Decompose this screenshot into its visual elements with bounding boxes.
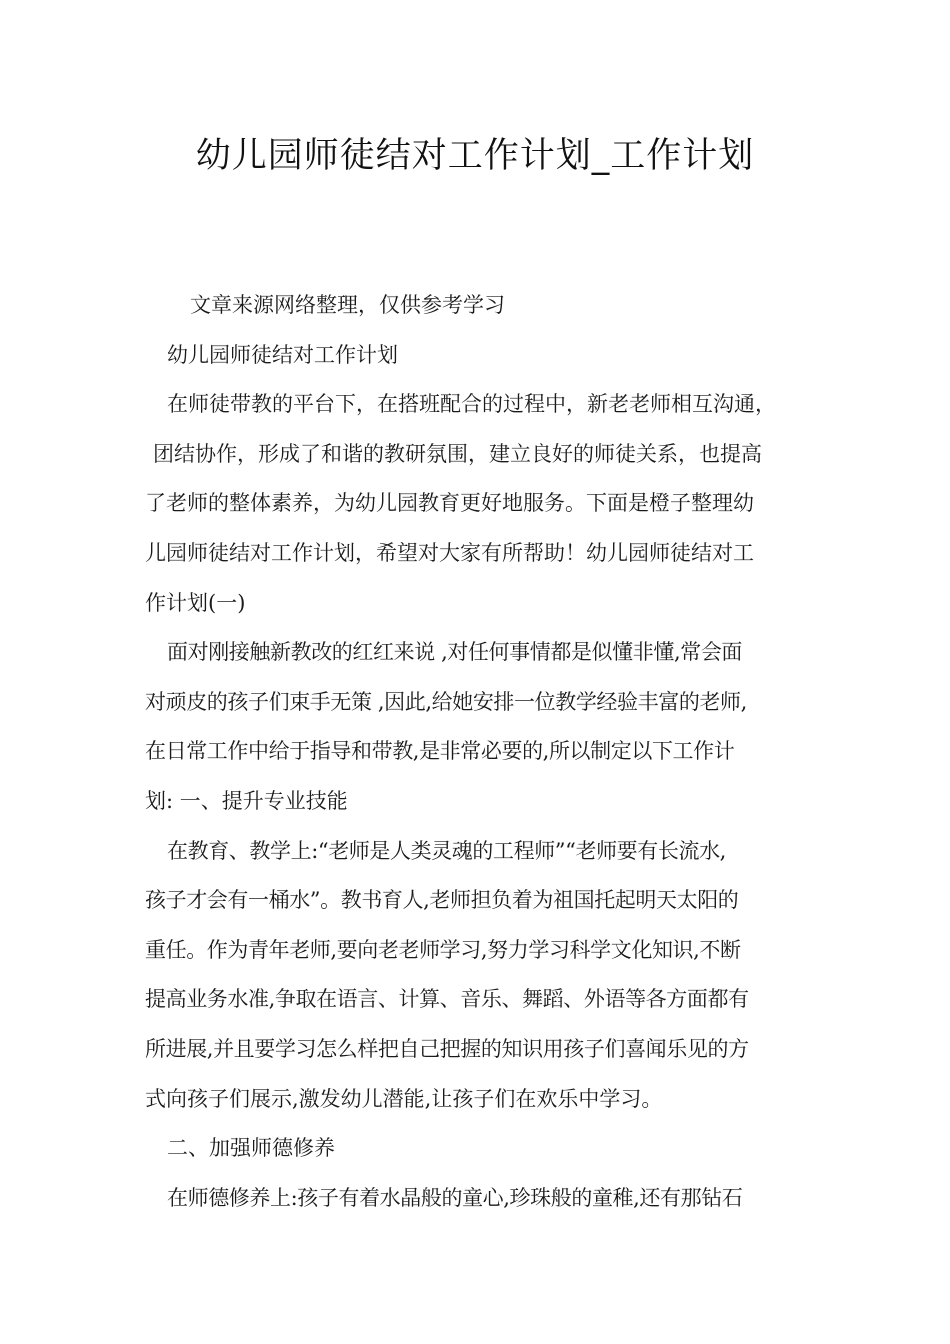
paragraph-line: 作计划(一) <box>145 590 246 615</box>
source-note: 文章来源网络整理，仅供参考学习 <box>190 293 505 317</box>
paragraph-line: 划: 一、提升专业技能 <box>145 788 348 813</box>
paragraph-line: 面对刚接触新教改的红红来说 ,对任何事情都是似懂非懂,常会面 <box>167 640 743 665</box>
paragraph-line: 提高业务水准,争取在语言、计算、音乐、舞蹈、外语等各方面都有 <box>145 987 749 1012</box>
document-title: 幼儿园师徒结对工作计划_工作计划 <box>195 136 755 176</box>
paragraph-line: 在日常工作中给于指导和带教,是非常必要的,所以制定以下工作计 <box>145 739 735 764</box>
paragraph-line: 了老师的整体素养，为幼儿园教育更好地服务。下面是橙子整理幼 <box>145 491 754 516</box>
paragraph-line: 在教育、教学上:“老师是人类灵魂的工程师”“老师要有长流水, <box>167 838 726 863</box>
paragraph-line: 在师徒带教的平台下，在搭班配合的过程中，新老老师相互沟通， <box>167 392 776 417</box>
paragraph-line: 儿园师徒结对工作计划，希望对大家有所帮助！幼儿园师徒结对工 <box>145 540 754 565</box>
paragraph-line: 所进展,并且要学习怎么样把自己把握的知识用孩子们喜闻乐见的方 <box>145 1036 749 1061</box>
subtitle-line: 幼儿园师徒结对工作计划 <box>167 342 398 367</box>
document-body <box>145 281 810 1223</box>
paragraph-line: 孩子才会有一桶水”。教书育人,老师担负着为祖国托起明天太阳的 <box>145 888 739 913</box>
paragraph-line: 重任。作为青年老师,要向老老师学习,努力学习科学文化知识,不断 <box>145 937 741 962</box>
paragraph-line: 对顽皮的孩子们束手无策 ,因此,给她安排一位教学经验丰富的老师, <box>145 689 747 714</box>
paragraph-line: 式向孩子们展示,激发幼儿潜能,让孩子们在欢乐中学习。 <box>145 1086 663 1111</box>
paragraph-line: 在师德修养上:孩子有着水晶般的童心,珍珠般的童稚,还有那钻石 <box>167 1185 743 1210</box>
section-heading: 二、加强师德修养 <box>167 1136 335 1161</box>
paragraph-line: 团结协作，形成了和谐的教研氛围，建立良好的师徒关系，也提高 <box>153 441 762 466</box>
